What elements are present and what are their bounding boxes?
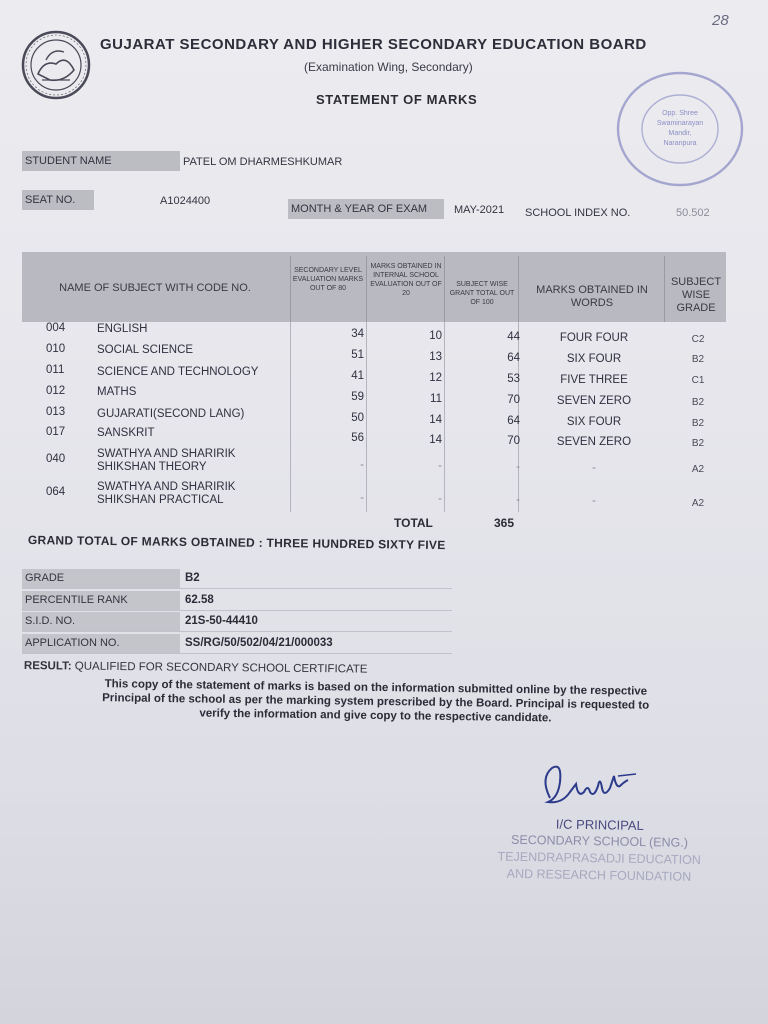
application-value: SS/RG/50/502/04/21/000033 xyxy=(185,637,333,649)
result-label: RESULT: xyxy=(23,660,72,673)
subject-grade: A2 xyxy=(691,498,705,509)
total-marks: - xyxy=(516,461,520,473)
table-row xyxy=(22,426,726,449)
subject-name: SCIENCE AND TECHNOLOGY xyxy=(97,366,259,378)
sle-marks: - xyxy=(360,459,364,471)
application-label: APPLICATION NO. xyxy=(22,634,180,653)
subject-grade: B2 xyxy=(691,397,705,408)
table-row xyxy=(22,406,726,429)
header-divider xyxy=(290,256,291,322)
stamp-text-1: Opp. Shree xyxy=(662,110,698,117)
table-row xyxy=(22,343,726,363)
marks-in-words: FIVE THREE xyxy=(560,374,628,386)
subject-grade-column-header: SUBJECT WISE GRADE xyxy=(670,276,722,314)
marks-in-words: SIX FOUR xyxy=(566,353,622,365)
internal-marks: 14 xyxy=(429,434,442,446)
result-line xyxy=(24,660,368,676)
signatory-block xyxy=(469,814,730,887)
marks-in-words: SEVEN ZERO xyxy=(556,436,632,448)
total-value: 365 xyxy=(494,516,515,530)
total-marks: 53 xyxy=(507,373,520,385)
exam-month-year-label: MONTH & YEAR OF EXAM xyxy=(288,199,444,219)
subject-code: 064 xyxy=(46,486,66,498)
subject-name-line1: SWATHYA AND SHARIRIK xyxy=(97,481,236,493)
sle-marks: 34 xyxy=(351,328,364,340)
header-divider xyxy=(518,256,519,322)
stamp-text-4: Naranpura xyxy=(663,140,697,147)
words-column-header: MARKS OBTAINED IN WORDS xyxy=(536,284,648,309)
header-divider xyxy=(664,256,665,322)
school-index-label: SCHOOL INDEX NO. xyxy=(525,207,631,219)
subject-code: 010 xyxy=(46,343,66,355)
school-index-value: 50.502 xyxy=(676,207,710,219)
marks-in-words: SEVEN ZERO xyxy=(556,395,632,407)
grand-total-column-header: SUBJECT WISE GRANT TOTAL OUT OF 100 xyxy=(449,281,515,306)
grand-total-in-words: GRAND TOTAL OF MARKS OBTAINED : THREE HUNDRED SIXTY FIVE xyxy=(27,533,446,553)
subject-name: ENGLISH xyxy=(97,323,148,335)
seat-no-value: A1024400 xyxy=(160,195,211,207)
marks-in-words: - xyxy=(592,462,596,474)
note-line-2: Principal of the school as per the marking system prescribed by the Board. Principal is requested to xyxy=(102,692,650,712)
student-name-value: PATEL OM DHARMESHKUMAR xyxy=(183,156,343,168)
percentile-label: PERCENTILE RANK xyxy=(22,591,180,610)
principal-title: I/C PRINCIPAL xyxy=(555,816,644,834)
grade-label: GRADE xyxy=(22,569,180,588)
subject-grade: B2 xyxy=(691,418,705,429)
table-row xyxy=(22,364,726,384)
subject-code: 004 xyxy=(46,322,66,334)
subject-code: 013 xyxy=(46,406,66,418)
internal-marks: 12 xyxy=(429,372,442,384)
percentile-value: 62.58 xyxy=(185,594,214,606)
document-title: STATEMENT OF MARKS xyxy=(316,92,478,107)
subject-name: MATHS xyxy=(97,386,137,398)
sle-marks: 56 xyxy=(351,432,364,444)
grade-value: B2 xyxy=(185,572,200,584)
subject-grade: C1 xyxy=(691,375,705,386)
internal-marks: 14 xyxy=(429,414,442,426)
total-marks: 44 xyxy=(507,331,520,343)
total-marks: - xyxy=(516,494,520,506)
school-name: SECONDARY SCHOOL (ENG.) xyxy=(510,832,689,850)
subject-grade: A2 xyxy=(691,464,705,475)
sle-marks: - xyxy=(360,492,364,504)
total-marks: 64 xyxy=(507,352,520,364)
table-row xyxy=(22,448,726,478)
subject-code: 011 xyxy=(46,364,65,376)
handwritten-page-number: 28 xyxy=(712,12,729,29)
marks-in-words: SIX FOUR xyxy=(566,416,622,428)
board-emblem-icon xyxy=(20,30,92,100)
student-name-label: STUDENT NAME xyxy=(22,151,180,171)
foundation-line-1: TEJENDRAPRASADJI EDUCATION xyxy=(497,849,701,868)
subject-code: 017 xyxy=(46,426,66,438)
table-row xyxy=(22,322,726,345)
marks-in-words: - xyxy=(592,495,596,507)
internal-marks: - xyxy=(438,493,442,505)
subject-column-header: NAME OF SUBJECT WITH CODE NO. xyxy=(59,282,251,294)
stamp-text-3: Mandir, xyxy=(668,130,692,137)
internal-marks: - xyxy=(438,460,442,472)
total-marks: 70 xyxy=(507,394,520,406)
subject-name-line1: SWATHYA AND SHARIRIK xyxy=(97,448,236,460)
note-line-1: This copy of the statement of marks is based on the information submitted online by the respective xyxy=(104,678,648,698)
sle-marks: 50 xyxy=(351,412,364,424)
subject-grade: C2 xyxy=(691,334,705,345)
subject-grade: B2 xyxy=(691,438,705,449)
subject-code: 040 xyxy=(46,453,66,465)
foundation-line-2: AND RESEARCH FOUNDATION xyxy=(506,866,692,884)
stamp-text-2: Swaminarayan xyxy=(656,120,704,127)
table-row xyxy=(22,385,726,408)
exam-month-year-value: MAY-2021 xyxy=(454,204,505,216)
subject-name: SOCIAL SCIENCE xyxy=(97,344,194,356)
application-row xyxy=(22,634,452,654)
grade-row xyxy=(22,569,452,589)
total-marks: 70 xyxy=(507,435,520,447)
internal-column-header: MARKS OBTAINED IN INTERNAL SCHOOL EVALUATION OUT OF 20 xyxy=(370,263,442,297)
board-wing: (Examination Wing, Secondary) xyxy=(304,60,473,74)
subject-name: GUJARATI(SECOND LANG) xyxy=(97,408,245,420)
sid-row xyxy=(22,612,452,632)
header-divider xyxy=(366,256,367,322)
internal-marks: 11 xyxy=(430,393,442,405)
internal-marks: 10 xyxy=(429,330,442,342)
school-stamp xyxy=(614,68,746,190)
board-name: GUJARAT SECONDARY AND HIGHER SECONDARY EDUCATION BOARD xyxy=(100,36,647,53)
marks-in-words: FOUR FOUR xyxy=(559,332,629,344)
total-label: TOTAL xyxy=(394,516,433,530)
sle-marks: 59 xyxy=(351,391,364,403)
subject-code: 012 xyxy=(46,385,66,397)
internal-marks: 13 xyxy=(429,351,442,363)
percentile-row xyxy=(22,591,452,611)
note-line-3: verify the information and give copy to the respective candidate. xyxy=(199,707,552,725)
subject-name: SANSKRIT xyxy=(97,427,155,439)
header-divider xyxy=(444,256,445,322)
sle-marks: 51 xyxy=(351,349,364,361)
sid-label: S.I.D. NO. xyxy=(22,612,180,631)
sid-value: 21S-50-44410 xyxy=(185,615,258,627)
total-marks: 64 xyxy=(507,415,520,427)
sle-marks: 41 xyxy=(351,370,364,382)
subject-name-line2: SHIKSHAN THEORY xyxy=(97,461,207,473)
sle-column-header: SECONDARY LEVEL EVALUATION MARKS OUT OF 80 xyxy=(292,267,364,292)
seat-no-label: SEAT NO. xyxy=(22,190,94,210)
principal-signature xyxy=(536,758,646,818)
subject-name-line2: SHIKSHAN PRACTICAL xyxy=(97,494,224,506)
result-text: QUALIFIED FOR SECONDARY SCHOOL CERTIFICATE xyxy=(74,660,368,676)
disclaimer-note xyxy=(21,676,730,728)
table-row xyxy=(22,480,726,510)
subject-grade: B2 xyxy=(691,354,705,365)
